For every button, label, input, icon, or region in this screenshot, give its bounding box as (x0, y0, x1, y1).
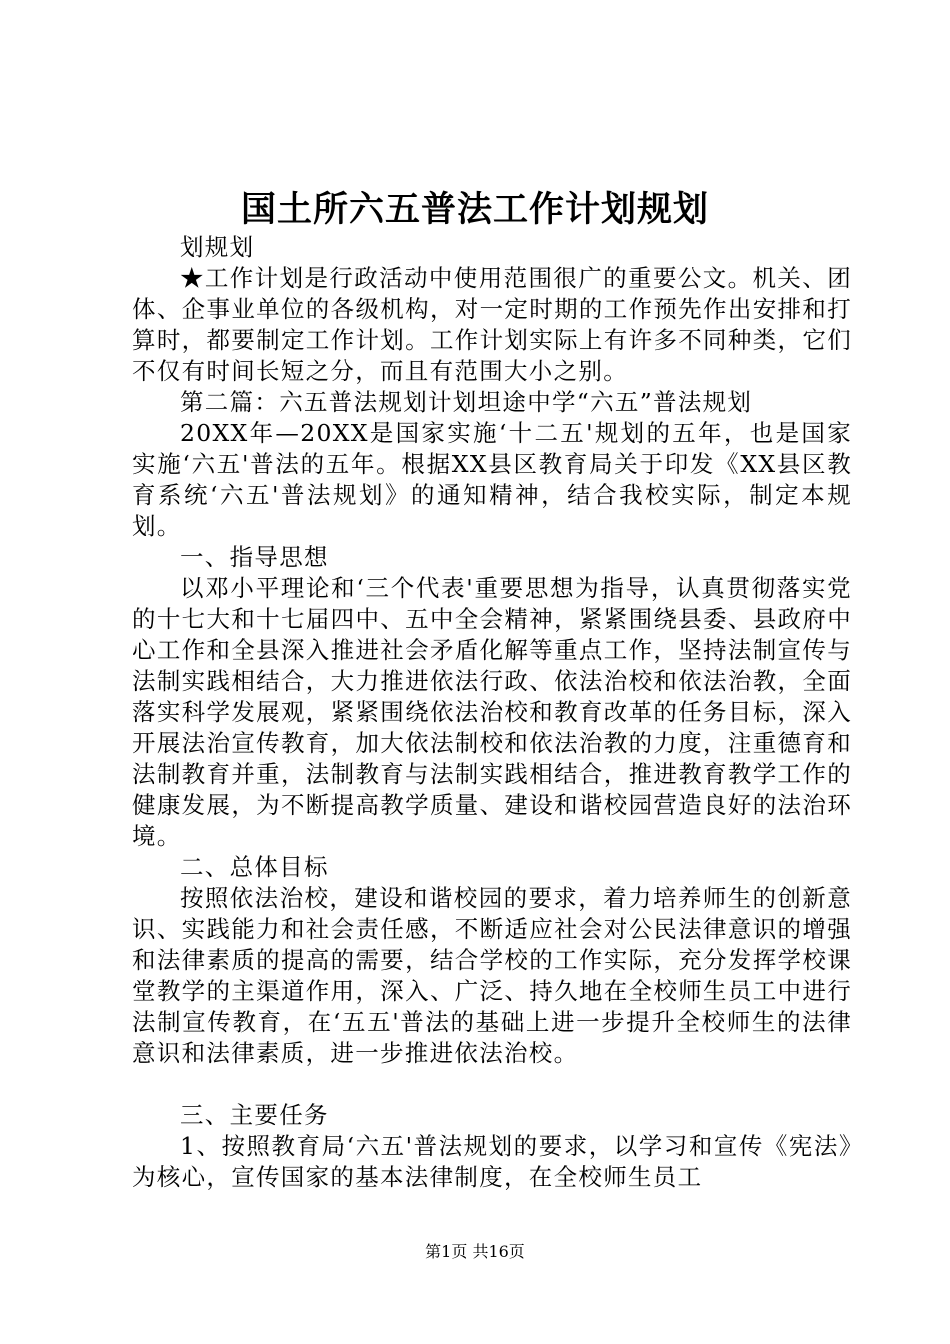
document-body (132, 232, 852, 1193)
document-title: 国土所六五普法工作计划规划 (240, 189, 709, 230)
paragraph-section-heading: 第二篇：六五普法规划计划坦途中学“六五”普法规划 (180, 388, 753, 416)
paragraph-subtitle: 划规划 (180, 233, 255, 261)
heading-guiding-ideology: 一、指导思想 (180, 543, 329, 571)
paragraph-preface: 20XX年—20XX是国家实施‘十二五'规划的五年，也是国家实施‘六五'普法的五年。根据XX县区教育局关于印发《XX县区教育系统‘六五'普法规划》的通知精神，结合我校实际，制定本规划。 (132, 419, 852, 540)
paragraph-overall-goal: 按照依法治校，建设和谐校园的要求，着力培养师生的创新意识、实践能力和社会责任感，不断适应社会对公民法律意识的增强和法律素质的提高的需要，结合学校的工作实际，充分发挥学校课堂教学的主渠道作用，深入、广泛、持久地在全校师生员工中进行法制宣传教育，在‘五五'普法的基础上进一步提升全校师生的法律意识和法律素质，进一步推进依法治校。 (132, 884, 852, 1067)
heading-main-tasks: 三、主要任务 (180, 1101, 329, 1129)
heading-overall-goal: 二、总体目标 (180, 853, 329, 881)
paragraph-guiding-ideology: 以邓小平理论和‘三个代表'重要思想为指导，认真贯彻落实党的十七大和十七届四中、五中全会精神，紧紧围绕县委、县政府中心工作和全县深入推进社会矛盾化解等重点工作，坚持法制宣传与法制实践相结合，大力推进依法行政、依法治校和依法治教，全面落实科学发展观，紧紧围绕依法治校和教育改革的任务目标，深入开展法治宣传教育，加大依法制校和依法治教的力度，注重德育和法制教育并重，法制教育与法制实践相结合，推进教育教学工作的健康发展，为不断提高教学质量、建设和谐校园营造良好的法治环境。 (132, 574, 852, 850)
paragraph-task-1: 1、按照教育局‘六五'普法规划的要求，以学习和宣传《宪法》为核心，宣传国家的基本法律制度，在全校师生员工 (132, 1132, 852, 1191)
paragraph-intro: ★工作计划是行政活动中使用范围很广的重要公文。机关、团体、企事业单位的各级机构，对一定时期的工作预先作出安排和打算时，都要制定工作计划。工作计划实际上有许多不同种类，它们不仅有时间长短之分，而且有范围大小之别。 (132, 264, 852, 385)
page-number: 第1页 共16页 (425, 1242, 525, 1261)
